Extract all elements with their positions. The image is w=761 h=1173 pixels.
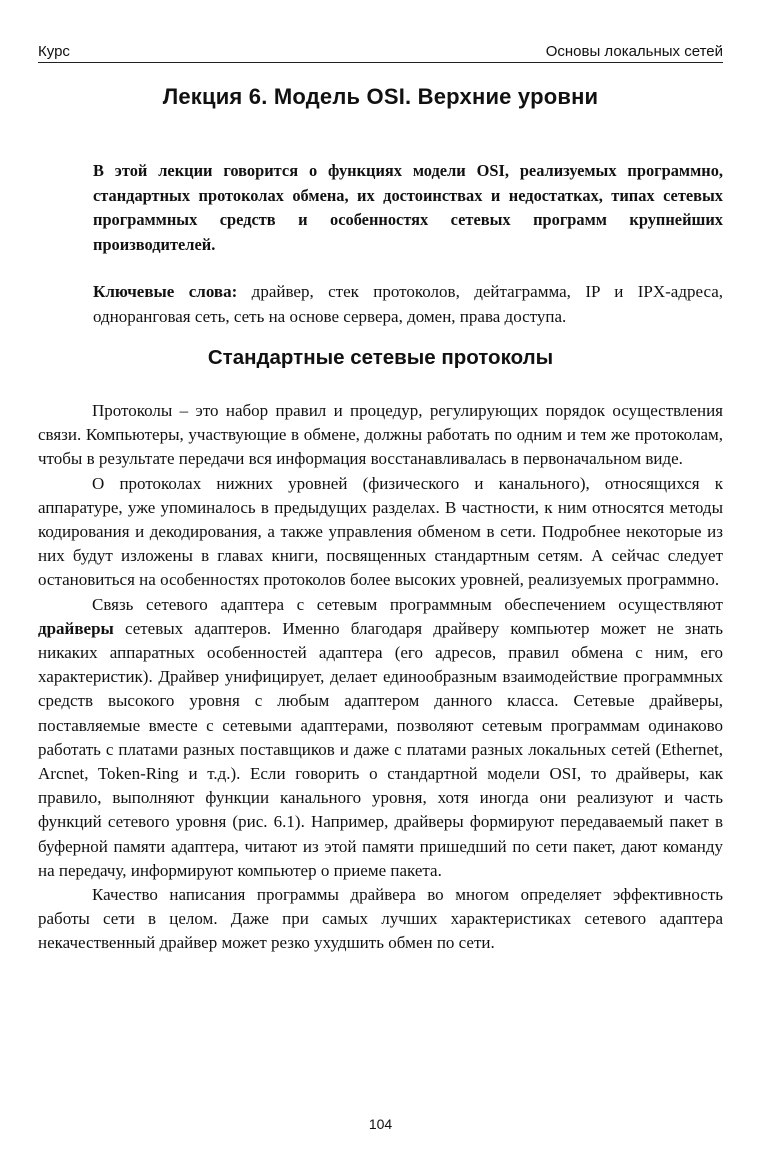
paragraph-lower-layers: О протоколах нижних уровней (физического и канального), относящихся к аппаратуре, уже упоминалось в предыдущих разделах. В частности, к ним относятся методы кодирования и декодирования, а также управления обменом в сети. Подробнее некоторые из них будут изложены в главах книги, посвященных стандартным сетям. А сейчас следует остановиться на особенностях протоколов более высоких уровней, реализуемых программно. [38,473,723,590]
header-book-title: Основы локальных сетей [545,43,723,60]
section-title: Стандартные сетевые протоколы [207,346,554,369]
paragraph-drivers-start: Связь сетевого адаптера с сетевым программным обеспечением осуществляют [92,594,723,614]
running-header [38,38,723,63]
page-number: 104 [368,1116,393,1132]
keywords-paragraph [93,280,723,329]
keywords-text: драйвер, стек протоколов, дейтаграмма, IP и IPX-адреса, одноранговая сеть, сеть на основе сервера, домен, права доступа. [93,282,724,326]
body-text [38,399,723,956]
keywords-label: Ключевые слова: [93,282,238,301]
header-course-label: Курс [38,43,70,60]
lecture-abstract: В этой лекции говорится о функциях модели OSI, реализуемых программно, стандартных протоколах обмена, их достоинствах и недостатках, типах сетевых программных средств и особенностях сетевых программ крупнейших производителей. [93,161,723,254]
term-drivers: драйверы [38,618,114,638]
paragraph-drivers [38,593,723,883]
lecture-title: Лекция 6. Модель OSI. Верхние уровни [162,84,599,109]
paragraph-protocols-definition: Протоколы – это набор правил и процедур, регулирующих порядок осуществления связи. Компьютеры, участвующие в обмене, должны работать по одним и тем же протоколам, чтобы в результате передачи вся информация восстанавливалась в первоначальном виде. [38,401,723,469]
paragraph-drivers-end: сетевых адаптеров. Именно благодаря драйверу компьютер может не знать никаких аппаратных особенностей адаптера (его адресов, правил обмена с ним, его характеристик). Драйвер унифицирует, делает единообразным взаимодействие программных средств высокого уровня с любым адаптером данного класса. Сетевые драйверы, поставляемые вместе с сетевыми адаптерами, позволяют сетевым программам одинаково работать с платами разных поставщиков и даже с платами разных локальных сетей (Ethernet, Arcnet, Token-Ring и т.д.). Если говорить о стандартной модели OSI, то драйверы, как правило, выполняют функции канального уровня, хотя иногда они реализуют и часть функций сетевого уровня (рис. 6.1). Например, драйверы формируют передаваемый пакет в буферной памяти адаптера, читают из этой памяти пришедший по сети пакет, дают команду на передачу, информируют компьютер о приеме пакета. [38,618,723,880]
paragraph-driver-quality: Качество написания программы драйвера во многом определяет эффективность работы сети в целом. Даже при самых лучших характеристиках сетевого адаптера некачественный драйвер может резко ухудшить обмен по сети. [38,885,723,953]
